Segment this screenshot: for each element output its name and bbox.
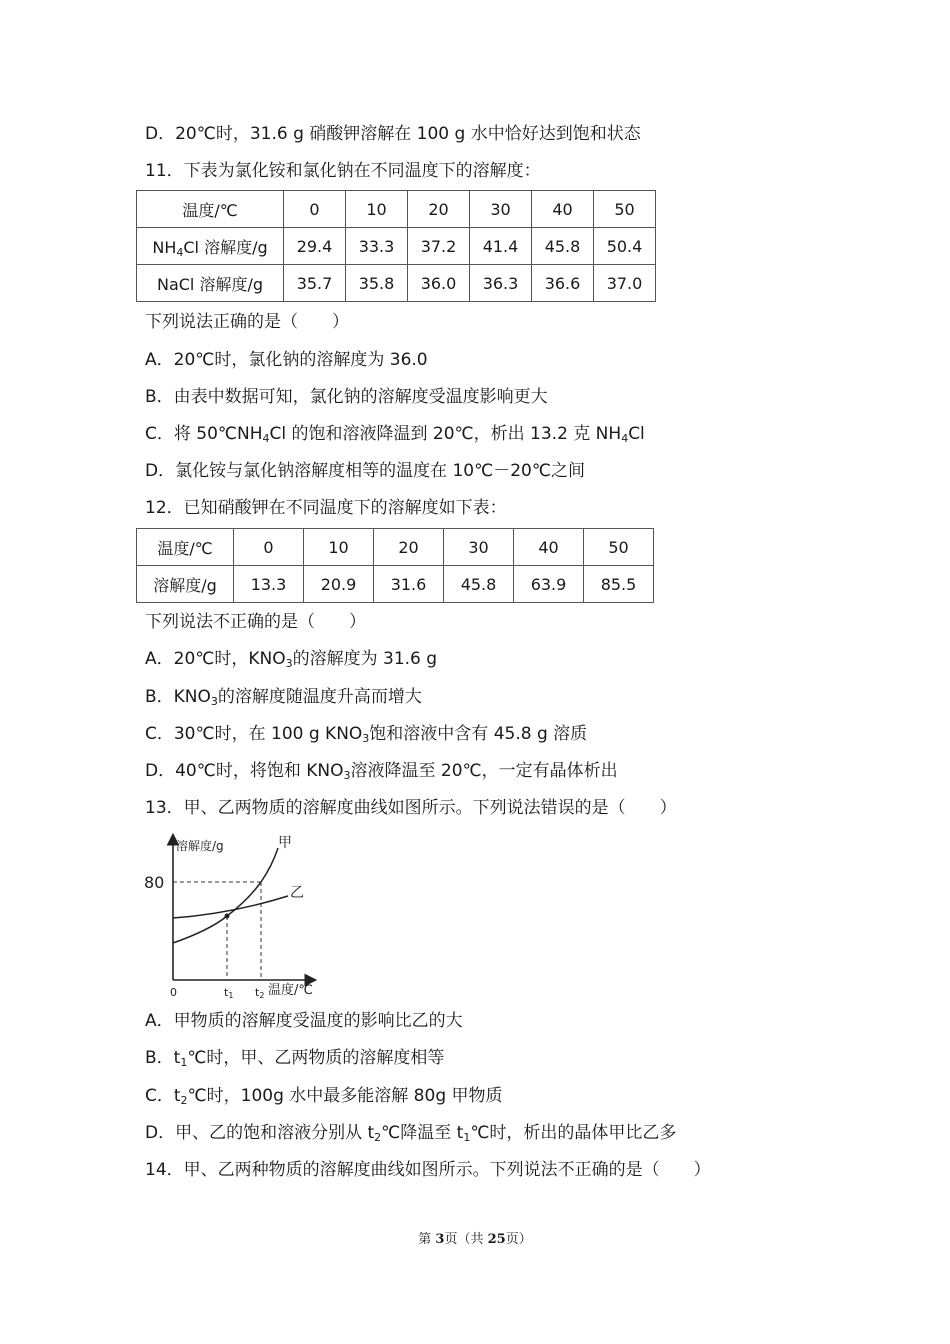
table-cell: 13.3 [234,566,304,603]
table-cell: 37.0 [594,265,656,302]
table-header-cell: 30 [470,191,532,228]
table-header-cell: 10 [304,529,374,566]
table-cell: 29.4 [284,228,346,265]
table-cell: 35.7 [284,265,346,302]
q11-option-b: B．由表中数据可知，氯化钠的溶解度受温度影响更大 [145,387,548,407]
table-cell: 63.9 [514,566,584,603]
curve-yi [173,896,288,918]
q11-option-d: D．氯化铵与氯化钠溶解度相等的温度在 10℃－20℃之间 [145,461,585,481]
table-header-cell: 温度/℃ [137,191,284,228]
table-header-cell: 10 [346,191,408,228]
y-axis-label: 溶解度/g [176,839,224,853]
table-header-cell: 50 [594,191,656,228]
page-footer: 第 3页（共 25页） [418,1232,532,1247]
q13-option-b: B．$t_1℃$时，甲、乙两物质的溶解度相等 [145,1048,445,1069]
table-header-cell: 20 [408,191,470,228]
table-row [137,228,656,265]
table-cell: 45.8 [532,228,594,265]
table-cell: 35.8 [346,265,408,302]
t2-label: t2 [255,986,265,1000]
table-cell: 31.6 [374,566,444,603]
table-cell: 37.2 [408,228,470,265]
q10-option-d: D．20℃时，31.6 g 硝酸钾溶解在 100 g 水中恰好达到饱和状态 [145,124,641,144]
table-row [137,529,654,566]
q12-option-d: D．40℃时，将饱和 $KNO_3$溶液降温至 20℃，一定有晶体析出 [145,761,618,782]
table-header-cell: 温度/℃ [137,529,234,566]
table-header-cell: 50 [584,529,654,566]
q13-option-d: D．甲、乙的饱和溶液分别从 $t_2℃$降温至 $t_1℃$时，析出的晶体甲比乙多 [145,1123,677,1144]
table-cell: 33.3 [346,228,408,265]
table-cell: 50.4 [594,228,656,265]
table-row-label: $NH_4Cl$ 溶解度/g [137,228,284,265]
q12-option-b: B．$KNO_3$的溶解度随温度升高而增大 [145,687,422,708]
q11-stem: 11．下表为氯化铵和氯化钠在不同温度下的溶解度： [145,161,541,181]
table-cell: 36.6 [532,265,594,302]
intersection-point [225,914,230,919]
q11-option-a: A．20℃时，氯化钠的溶解度为 36.0 [145,350,428,370]
q14-stem: 14．甲、乙两种物质的溶解度曲线如图所示。下列说法不正确的是（ ） [145,1160,711,1180]
table-header-cell: 0 [234,529,304,566]
table-cell: 45.8 [444,566,514,603]
y-tick-80: 80 [144,873,165,892]
label-jia: 甲 [278,835,292,851]
q13-stem: 13．甲、乙两物质的溶解度曲线如图所示。下列说法错误的是（ ） [145,798,677,818]
table-row-label: 溶解度/g [137,566,234,603]
total-pages: 25 [487,1232,506,1247]
t1-label: t1 [224,986,234,1000]
q11-solubility-table [136,190,656,302]
table-header-cell: 30 [444,529,514,566]
table-cell: 36.3 [470,265,532,302]
q12-solubility-table [136,528,654,603]
curve-jia [173,848,278,943]
q12-option-a: A．20℃时，$KNO_3$的溶解度为 31.6 g [145,649,438,670]
table-row [137,566,654,603]
table-cell: 36.0 [408,265,470,302]
table-row [137,265,656,302]
table-cell: 20.9 [304,566,374,603]
table-header-cell: 20 [374,529,444,566]
q12-option-c: C．30℃时，在 100 g $KNO_3$饱和溶液中含有 45.8 g 溶质 [145,724,588,745]
table-header-cell: 40 [532,191,594,228]
table-header-cell: 0 [284,191,346,228]
origin-label: 0 [170,986,177,999]
table-row-label: NaCl 溶解度/g [137,265,284,302]
x-axis-label: 温度/℃ [268,983,313,998]
table-header-cell: 40 [514,529,584,566]
q13-solubility-graph [140,830,330,1000]
q12-prompt: 下列说法不正确的是（ ） [145,612,366,632]
table-cell: 85.5 [584,566,654,603]
page-number: 3 [435,1232,445,1247]
q12-stem: 12．已知硝酸钾在不同温度下的溶解度如下表： [145,498,507,518]
q11-option-c: C．将 $50℃NH_4Cl$ 的饱和溶液降温到 20℃，析出 13.2 克 $NH_4Cl$ [145,424,645,445]
q11-prompt: 下列说法正确的是（ ） [145,312,349,332]
table-cell: 41.4 [470,228,532,265]
table-row [137,191,656,228]
q13-option-a: A．甲物质的溶解度受温度的影响比乙的大 [145,1011,463,1031]
q13-option-c: C．$t_2℃$时，100g 水中最多能溶解 80g 甲物质 [145,1086,503,1107]
label-yi: 乙 [290,885,304,901]
